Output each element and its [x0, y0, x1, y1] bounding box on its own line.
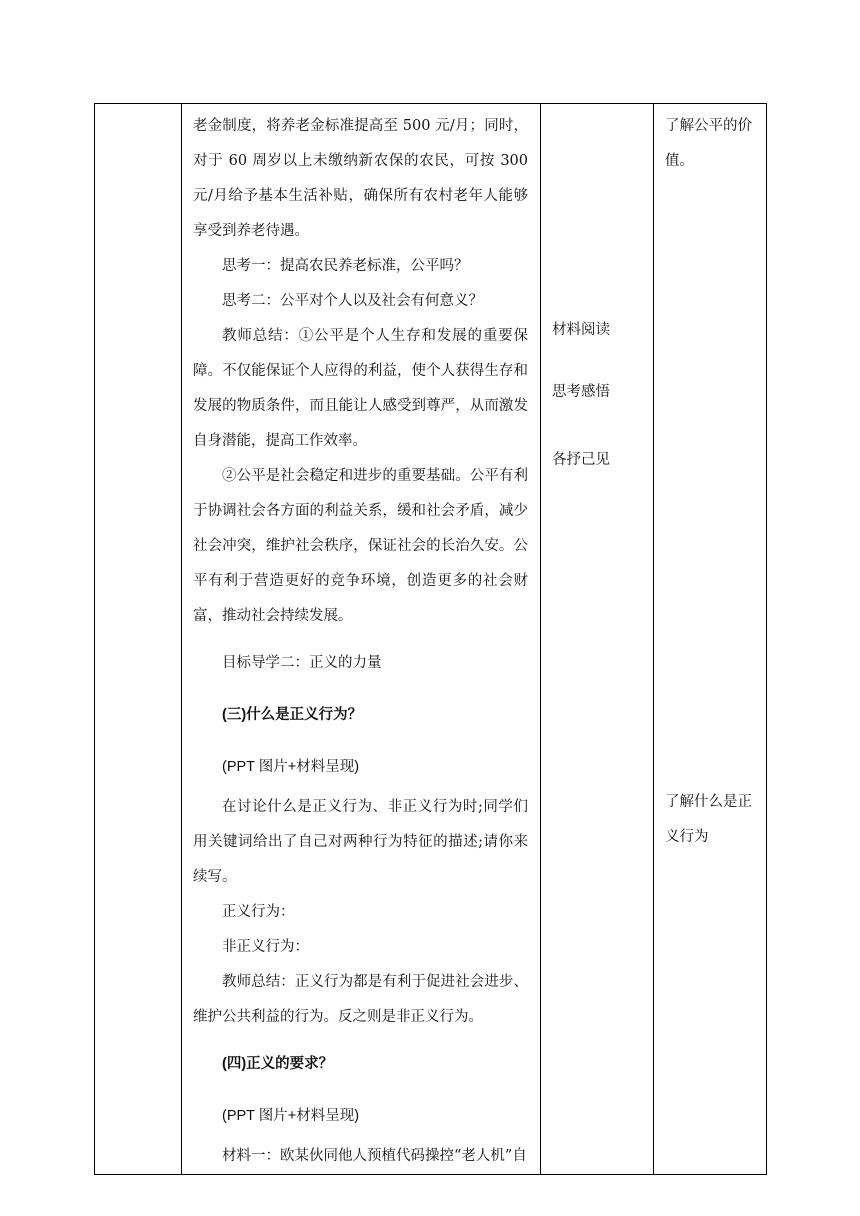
goal-value-of-fairness: 了解公平的价值。 [665, 118, 752, 169]
paragraph-just-behavior-blank: 正义行为： [222, 904, 295, 920]
section-heading-goal-two: 目标导学二：正义的力量 [222, 655, 382, 671]
paragraph-discussion: 在讨论什么是正义行为、非正义行为时;同学们用关键词给出了自己对两种行为特征的描述;请你来续写。 [193, 799, 528, 885]
table-cell-teaching-process [182, 104, 541, 1175]
paragraph-unjust-behavior-blank: 非正义行为： [222, 939, 309, 955]
lesson-plan-table [94, 103, 767, 1175]
activity-free-expression: 各抒己见 [552, 452, 610, 468]
table-row [95, 104, 767, 1175]
paragraph-teacher-summary-1: 教师总结：①公平是个人生存和发展的重要保障。不仅能保证个人应得的利益，使个人获得生存和发展的物质条件，而且能让人感受到尊严，从而激发自身潜能，提高工作效率。 [193, 328, 528, 449]
ppt-note-2: (PPT 图片+材料呈现) [222, 1108, 360, 1124]
ppt-note-1: (PPT 图片+材料呈现) [222, 759, 360, 775]
paragraph-pension-policy: 老金制度，将养老金标准提高至 500 元/月；同时，对于 60 周岁以上未缴纳新农保的农民，可按 300 元/月给予基本生活补贴，确保所有农村老年人能够享受到养老待遇。 [193, 118, 528, 239]
table-cell-blank [95, 104, 182, 1175]
table-cell-design-intent [654, 104, 767, 1175]
paragraph-teacher-summary-2: ②公平是社会稳定和进步的重要基础。公平有利于协调社会各方面的利益关系，缓和社会矛盾，减少社会冲突，维护社会秩序，保证社会的长治久安。公平有利于营造更好的竞争环境，创造更多的社会财富，推动社会持续发展。 [193, 468, 528, 624]
section-heading-justice-requirements: (四)正义的要求？ [222, 1056, 334, 1072]
activity-material-reading: 材料阅读 [552, 322, 610, 338]
table-cell-student-activity [541, 104, 654, 1175]
activity-reflection: 思考感悟 [552, 384, 610, 400]
paragraph-teacher-summary-3: 教师总结：正义行为都是有利于促进社会进步、维护公共利益的行为。反之则是非正义行为。 [193, 974, 528, 1025]
section-heading-just-behavior: (三)什么是正义行为？ [222, 707, 363, 723]
paragraph-question-one: 思考一：提高农民养老标准，公平吗？ [222, 258, 469, 274]
goal-just-behavior: 了解什么是正义行为 [665, 794, 752, 845]
paragraph-question-two: 思考二：公平对个人以及社会有何意义？ [222, 293, 483, 309]
paragraph-material-one: 材料一：欧某伙同他人预植代码操控“老人机”自 [222, 1148, 527, 1164]
